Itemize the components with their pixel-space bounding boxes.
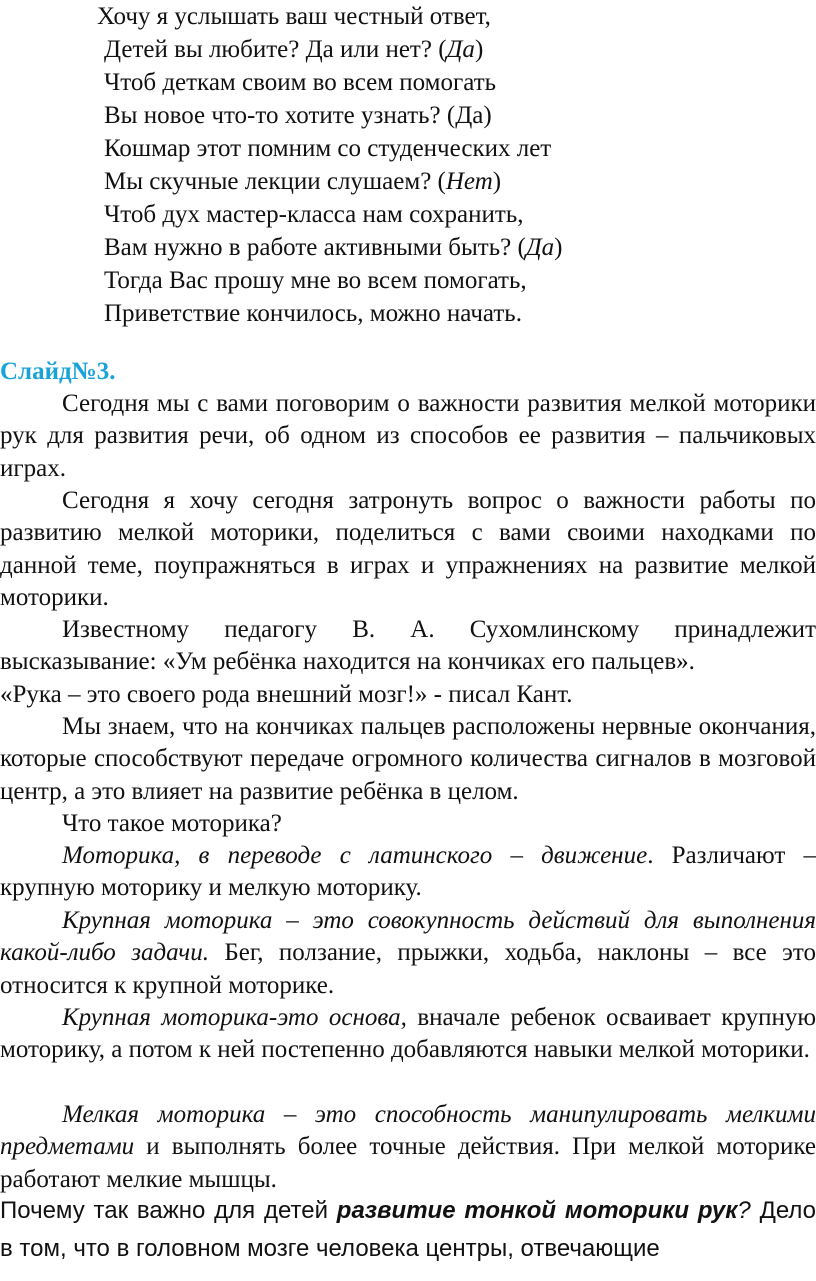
paragraph bbox=[0, 1099, 816, 1196]
poem-text: Вам нужно в работе активными быть? ( bbox=[104, 234, 526, 261]
paragraph-text: . Различают – крупную моторику и мелкую моторику. bbox=[0, 842, 816, 902]
poem-answer: Да bbox=[525, 234, 555, 261]
poem-line: Приветствие кончилось, можно начать. bbox=[104, 300, 522, 327]
paragraph bbox=[0, 905, 816, 1002]
definition-italic: Крупная моторика-это основа, bbox=[62, 1004, 407, 1031]
paragraph-text: вначале ребенок осваивает крупную моторику, а потом к ней постепенно добавляются навыки мелкой моторики. bbox=[0, 1004, 816, 1064]
poem-answer: Нет bbox=[445, 168, 493, 195]
paragraph-text: и выполнять более точные действия. При мелкой моторике работают мелкие мышцы. bbox=[0, 1133, 816, 1193]
poem-line: Кошмар этот помним со студенческих лет bbox=[104, 135, 552, 162]
poem-text: ) bbox=[492, 168, 502, 195]
poem-text: ) bbox=[554, 234, 563, 261]
poem-text: Детей вы любите? Да или нет? ( bbox=[104, 36, 447, 63]
poem-line: Тогда Вас прошу мне во всем помогать, bbox=[104, 267, 527, 294]
poem-line bbox=[104, 33, 483, 66]
paragraph bbox=[0, 1002, 816, 1067]
poem-line: Чтоб деткам своим во всем помогать bbox=[104, 69, 497, 96]
paragraph: «Рука – это своего рода внешний мозг!» - писал Кант. bbox=[0, 681, 573, 708]
definition-italic: Крупная моторика – это совокупность действий для выполнения какой-либо задачи. bbox=[0, 907, 816, 967]
poem-text: Мы скучные лекции слушаем? ( bbox=[104, 168, 446, 195]
poem-answer: Да bbox=[446, 36, 475, 63]
poem-line: Чтоб дух мастер-класса нам сохранить, bbox=[104, 201, 524, 228]
paragraph: Известному педагогу В. А. Сухомлинскому принадлежит высказывание: «Ум ребёнка находится на кончиках его пальцев». bbox=[0, 616, 816, 676]
paragraph: Что такое моторика? bbox=[62, 810, 282, 837]
poem-text: ) bbox=[474, 36, 484, 63]
paragraph bbox=[0, 1192, 816, 1268]
poem-line: Хочу я услышать ваш честный ответ, bbox=[97, 3, 491, 30]
poem-line bbox=[104, 165, 501, 198]
paragraph-text: Почему так важно для детей bbox=[0, 1197, 337, 1224]
slide-heading: Слайд№3. bbox=[0, 358, 116, 385]
paragraph: Мы знаем, что на кончиках пальцев расположены нервные окончания, которые способствуют передаче огромного количества сигналов в мозговой центр, а это влияет на развитие ребёнка в целом. bbox=[0, 713, 816, 805]
paragraph: Сегодня я хочу сегодня затронуть вопрос о важности работы по развитию мелкой моторики, поделиться с вами своими находками по данной теме, поупражняться в играх и упражнениях на развитие мелкой моторики. bbox=[0, 487, 816, 611]
question-mark: ? bbox=[737, 1197, 751, 1224]
paragraph-text: Бег, ползание, прыжки, ходьба, наклоны – все это относится к крупной моторике. bbox=[0, 939, 816, 999]
poem-line bbox=[104, 231, 563, 264]
paragraph: Сегодня мы с вами поговорим о важности развития мелкой моторики рук для развития речи, об одном из способов ее развития – пальчиковых играх. bbox=[0, 390, 816, 482]
paragraph bbox=[0, 840, 816, 905]
definition-italic: Моторика, в переводе с латинского – движение bbox=[62, 842, 648, 869]
paragraph-text: Дело в том, что в головном мозге человека центры, отвечающие bbox=[0, 1197, 816, 1262]
definition-italic: Мелкая моторика – это способность манипулировать мелкими предметами bbox=[0, 1101, 816, 1161]
poem-line: Вы новое что-то хотите узнать? (Да) bbox=[104, 102, 492, 129]
emphasis-bold-italic: развитие тонкой моторики рук bbox=[336, 1197, 738, 1224]
